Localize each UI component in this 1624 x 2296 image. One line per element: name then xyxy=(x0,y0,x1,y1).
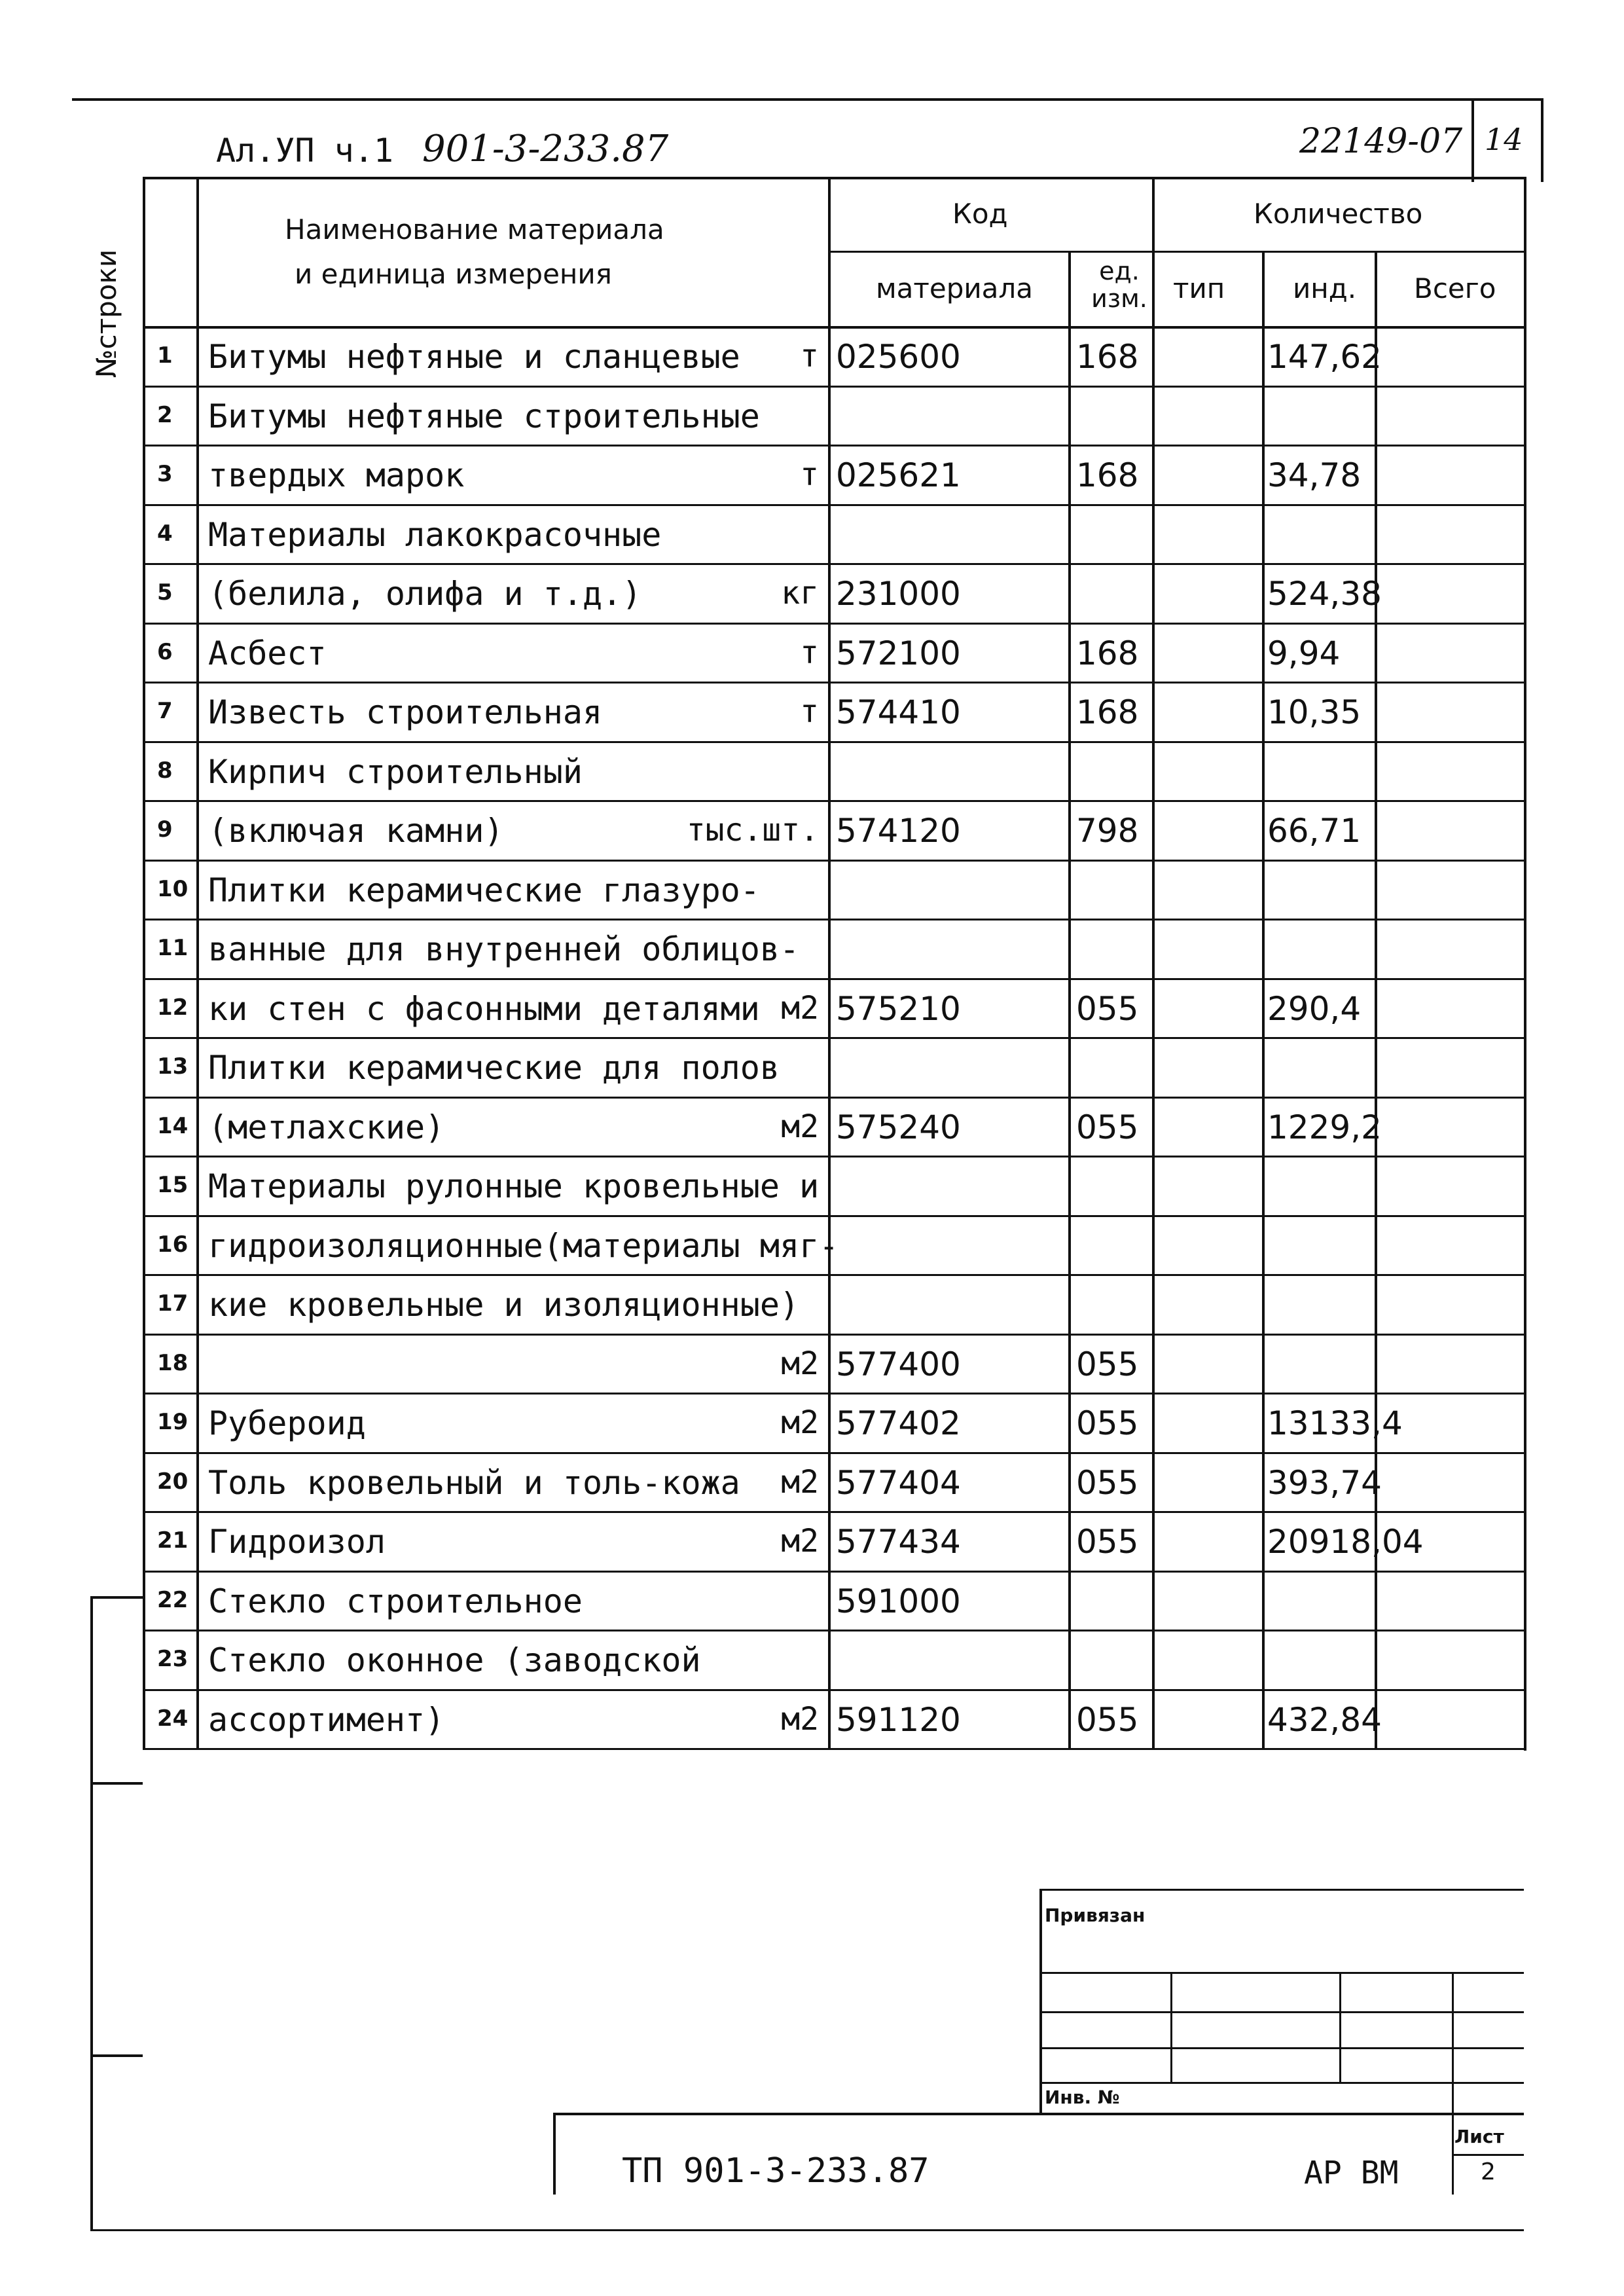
material-name: ассортимент) xyxy=(208,1700,445,1739)
stamp-h1 xyxy=(1039,1972,1524,1974)
unit-code: 055 xyxy=(1076,1700,1139,1739)
qty-ind: 10,35 xyxy=(1267,693,1362,731)
row-rule xyxy=(143,860,1524,862)
row-rule xyxy=(143,1215,1524,1217)
unit-code: 055 xyxy=(1076,1463,1139,1502)
row-rule xyxy=(143,1156,1524,1157)
material-code: 574120 xyxy=(836,812,961,850)
row-rule xyxy=(143,978,1524,980)
code-group-header: Код xyxy=(952,198,1008,230)
stamp-v3 xyxy=(1452,1972,1454,2113)
row-number: 2 xyxy=(157,401,173,428)
material-name: (белила, олифа и т.д.) xyxy=(208,575,642,613)
col-name-header-2: и единица измерения xyxy=(295,258,612,290)
row-number: 1 xyxy=(157,342,173,369)
row-number: 18 xyxy=(157,1349,189,1376)
row-number: 11 xyxy=(157,935,189,961)
material-code: 577402 xyxy=(836,1404,961,1442)
row-rule xyxy=(143,919,1524,920)
row-number: 14 xyxy=(157,1112,189,1139)
row-number: 23 xyxy=(157,1646,189,1672)
row-number: 16 xyxy=(157,1231,189,1258)
row-number: 21 xyxy=(157,1527,189,1554)
material-code: 577400 xyxy=(836,1345,961,1383)
row-number: 19 xyxy=(157,1409,189,1435)
row-number: 9 xyxy=(157,816,173,843)
material-code: 591000 xyxy=(836,1582,961,1620)
col-divider-type xyxy=(1262,251,1265,1748)
row-number: 17 xyxy=(157,1290,189,1317)
row-number: 22 xyxy=(157,1586,189,1613)
header-bottom-rule xyxy=(143,326,1524,329)
unit-code: 055 xyxy=(1076,1345,1139,1383)
row-number: 15 xyxy=(157,1172,189,1198)
sheet-mark: 14 xyxy=(1485,122,1523,157)
col-num-header: №строки xyxy=(90,249,122,378)
qty-ind: 66,71 xyxy=(1267,812,1362,850)
unit-label: м2 xyxy=(781,1523,819,1559)
material-name: (метлахские) xyxy=(208,1108,445,1146)
header-mid-rule xyxy=(828,251,1524,253)
qty-ind: 13133,4 xyxy=(1267,1404,1403,1442)
unit-code: 168 xyxy=(1076,338,1139,376)
material-code: 575240 xyxy=(836,1108,961,1146)
table-top-border xyxy=(143,177,1524,179)
qty-group-header: Количество xyxy=(1254,198,1423,230)
unit-code: 055 xyxy=(1076,989,1139,1028)
unit-label: т xyxy=(800,693,819,730)
row-rule xyxy=(143,386,1524,388)
sheet-mark-divider xyxy=(1471,98,1474,182)
qty-ind-header: инд. xyxy=(1293,272,1357,304)
stamp-v1 xyxy=(1170,1972,1172,2082)
row-rule xyxy=(143,1511,1524,1513)
material-code: 025600 xyxy=(836,338,961,376)
section-code: АР ВМ xyxy=(1304,2155,1399,2191)
row-rule xyxy=(143,800,1524,802)
unit-code: 055 xyxy=(1076,1523,1139,1561)
unit-label: т xyxy=(800,456,819,493)
unit-label: м2 xyxy=(781,1700,819,1738)
stamp-inv-label: Инв. № xyxy=(1045,2086,1120,2108)
row-rule xyxy=(143,741,1524,743)
header-left-prefix: Ал.УП ч.1 xyxy=(216,132,393,170)
stamp-v2 xyxy=(1339,1972,1341,2082)
row-number: 5 xyxy=(157,579,173,606)
material-code: 591120 xyxy=(836,1700,961,1739)
unit-label: кг xyxy=(781,575,819,611)
unit-code: 055 xyxy=(1076,1108,1139,1146)
material-name: Кирпич строительный xyxy=(208,752,583,791)
row-rule xyxy=(143,1274,1524,1276)
unit-label: т xyxy=(800,338,819,374)
unit-code: 055 xyxy=(1076,1404,1139,1442)
code-material-header: материала xyxy=(876,272,1034,304)
material-name: Битумы нефтяные и сланцевые xyxy=(208,338,740,376)
unit-label: м2 xyxy=(781,1108,819,1145)
unit-label: тыс.шт. xyxy=(686,812,819,848)
material-name: Известь строительная xyxy=(208,693,603,731)
qty-ind: 147,62 xyxy=(1267,338,1382,376)
qty-total-header: Всего xyxy=(1414,272,1496,304)
doc-code: ТП 901-3-233.87 xyxy=(622,2151,929,2191)
material-name: Гидроизол xyxy=(208,1523,386,1561)
unit-code: 168 xyxy=(1076,456,1139,494)
qty-type-header: тип xyxy=(1173,272,1225,304)
sheet-number: 2 xyxy=(1481,2159,1496,2185)
stamp-box-top xyxy=(1039,1889,1524,1891)
material-name: кие кровельные и изоляционные) xyxy=(208,1286,800,1324)
unit-label: т xyxy=(800,634,819,671)
binding-tick-2 xyxy=(90,2054,143,2057)
stamp-box-left xyxy=(1039,1889,1042,2113)
material-code: 574410 xyxy=(836,693,961,731)
row-rule xyxy=(143,445,1524,446)
row-number: 6 xyxy=(157,638,173,665)
unit-label: м2 xyxy=(781,1463,819,1501)
top-rule xyxy=(72,98,1543,101)
material-name: Материалы рулонные кровельные и xyxy=(208,1167,820,1205)
row-number: 10 xyxy=(157,875,189,902)
unit-label: м2 xyxy=(781,1345,819,1382)
title-block-top xyxy=(553,2113,1524,2115)
row-rule xyxy=(143,1393,1524,1394)
col-name-header-1: Наименование материала xyxy=(285,213,664,246)
material-name: Стекло оконное (заводской xyxy=(208,1641,701,1679)
row-number: 24 xyxy=(157,1705,189,1732)
qty-ind: 9,94 xyxy=(1267,634,1341,672)
row-number: 20 xyxy=(157,1468,189,1495)
material-name: Плитки керамические для полов xyxy=(208,1049,780,1087)
material-code: 577404 xyxy=(836,1463,961,1502)
page-bottom-rule xyxy=(90,2229,1524,2231)
material-name: (включая камни) xyxy=(208,812,504,850)
material-code: 572100 xyxy=(836,634,961,672)
material-name: Рубероид xyxy=(208,1404,366,1442)
stamp-attached-label: Привязан xyxy=(1045,1904,1146,1926)
code-unit-header: ед. изм. xyxy=(1091,257,1147,313)
unit-code: 168 xyxy=(1076,693,1139,731)
sheet-label: Лист xyxy=(1454,2126,1504,2147)
material-name: Материалы лакокрасочные xyxy=(208,515,662,554)
row-rule xyxy=(143,1334,1524,1336)
qty-ind: 1229,2 xyxy=(1267,1108,1382,1146)
row-rule xyxy=(143,1748,1524,1750)
row-number: 7 xyxy=(157,698,173,724)
qty-ind: 290,4 xyxy=(1267,989,1362,1028)
material-code: 575210 xyxy=(836,989,961,1028)
unit-label: м2 xyxy=(781,1404,819,1441)
material-code: 231000 xyxy=(836,575,961,613)
title-block-left xyxy=(553,2113,556,2195)
stamp-h3 xyxy=(1039,2047,1524,2049)
material-name: ки стен с фасонными деталями xyxy=(208,989,760,1028)
row-number: 12 xyxy=(157,994,189,1021)
binding-tick-0 xyxy=(90,1596,143,1599)
row-rule xyxy=(143,623,1524,625)
qty-ind: 432,84 xyxy=(1267,1700,1382,1739)
stamp-h2 xyxy=(1039,2011,1524,2013)
row-rule xyxy=(143,1571,1524,1573)
material-name: Битумы нефтяные строительные xyxy=(208,397,760,435)
binding-tick-1 xyxy=(90,1782,143,1785)
material-code: 025621 xyxy=(836,456,961,494)
material-name: Асбест xyxy=(208,634,327,672)
row-rule xyxy=(143,1630,1524,1631)
qty-ind: 20918,04 xyxy=(1267,1523,1424,1561)
row-rule xyxy=(143,1037,1524,1039)
material-name: Стекло строительное xyxy=(208,1582,583,1620)
stamp-h4 xyxy=(1039,2082,1524,2084)
table-right-border xyxy=(1524,177,1526,1751)
qty-ind: 34,78 xyxy=(1267,456,1362,494)
header-right-code: 22149-07 xyxy=(1299,122,1463,161)
unit-label: м2 xyxy=(781,989,819,1027)
row-rule xyxy=(143,682,1524,683)
binding-line-left xyxy=(90,1596,93,2231)
material-name: ванные для внутренней облицов- xyxy=(208,930,800,968)
row-rule xyxy=(143,1689,1524,1691)
material-name: гидроизоляционные(материалы мяг- xyxy=(208,1226,839,1265)
qty-ind: 393,74 xyxy=(1267,1463,1382,1502)
row-rule xyxy=(143,1452,1524,1454)
row-rule xyxy=(143,563,1524,565)
header-left-code: 901-3-233.87 xyxy=(422,128,669,170)
material-name: твердых марок xyxy=(208,456,465,494)
row-number: 4 xyxy=(157,520,173,547)
right-edge-top xyxy=(1541,98,1543,182)
col-divider-code xyxy=(1068,251,1071,1748)
material-name: Плитки керамические глазуро- xyxy=(208,871,760,909)
row-number: 13 xyxy=(157,1053,189,1080)
unit-code: 168 xyxy=(1076,634,1139,672)
row-number: 3 xyxy=(157,461,173,487)
material-name: Толь кровельный и толь-кожа xyxy=(208,1463,740,1502)
material-code: 577434 xyxy=(836,1523,961,1561)
row-rule xyxy=(143,1097,1524,1099)
qty-ind: 524,38 xyxy=(1267,575,1382,613)
row-number: 8 xyxy=(157,757,173,784)
sheet-box-mid xyxy=(1452,2154,1524,2156)
row-rule xyxy=(143,504,1524,506)
unit-code: 798 xyxy=(1076,812,1139,850)
